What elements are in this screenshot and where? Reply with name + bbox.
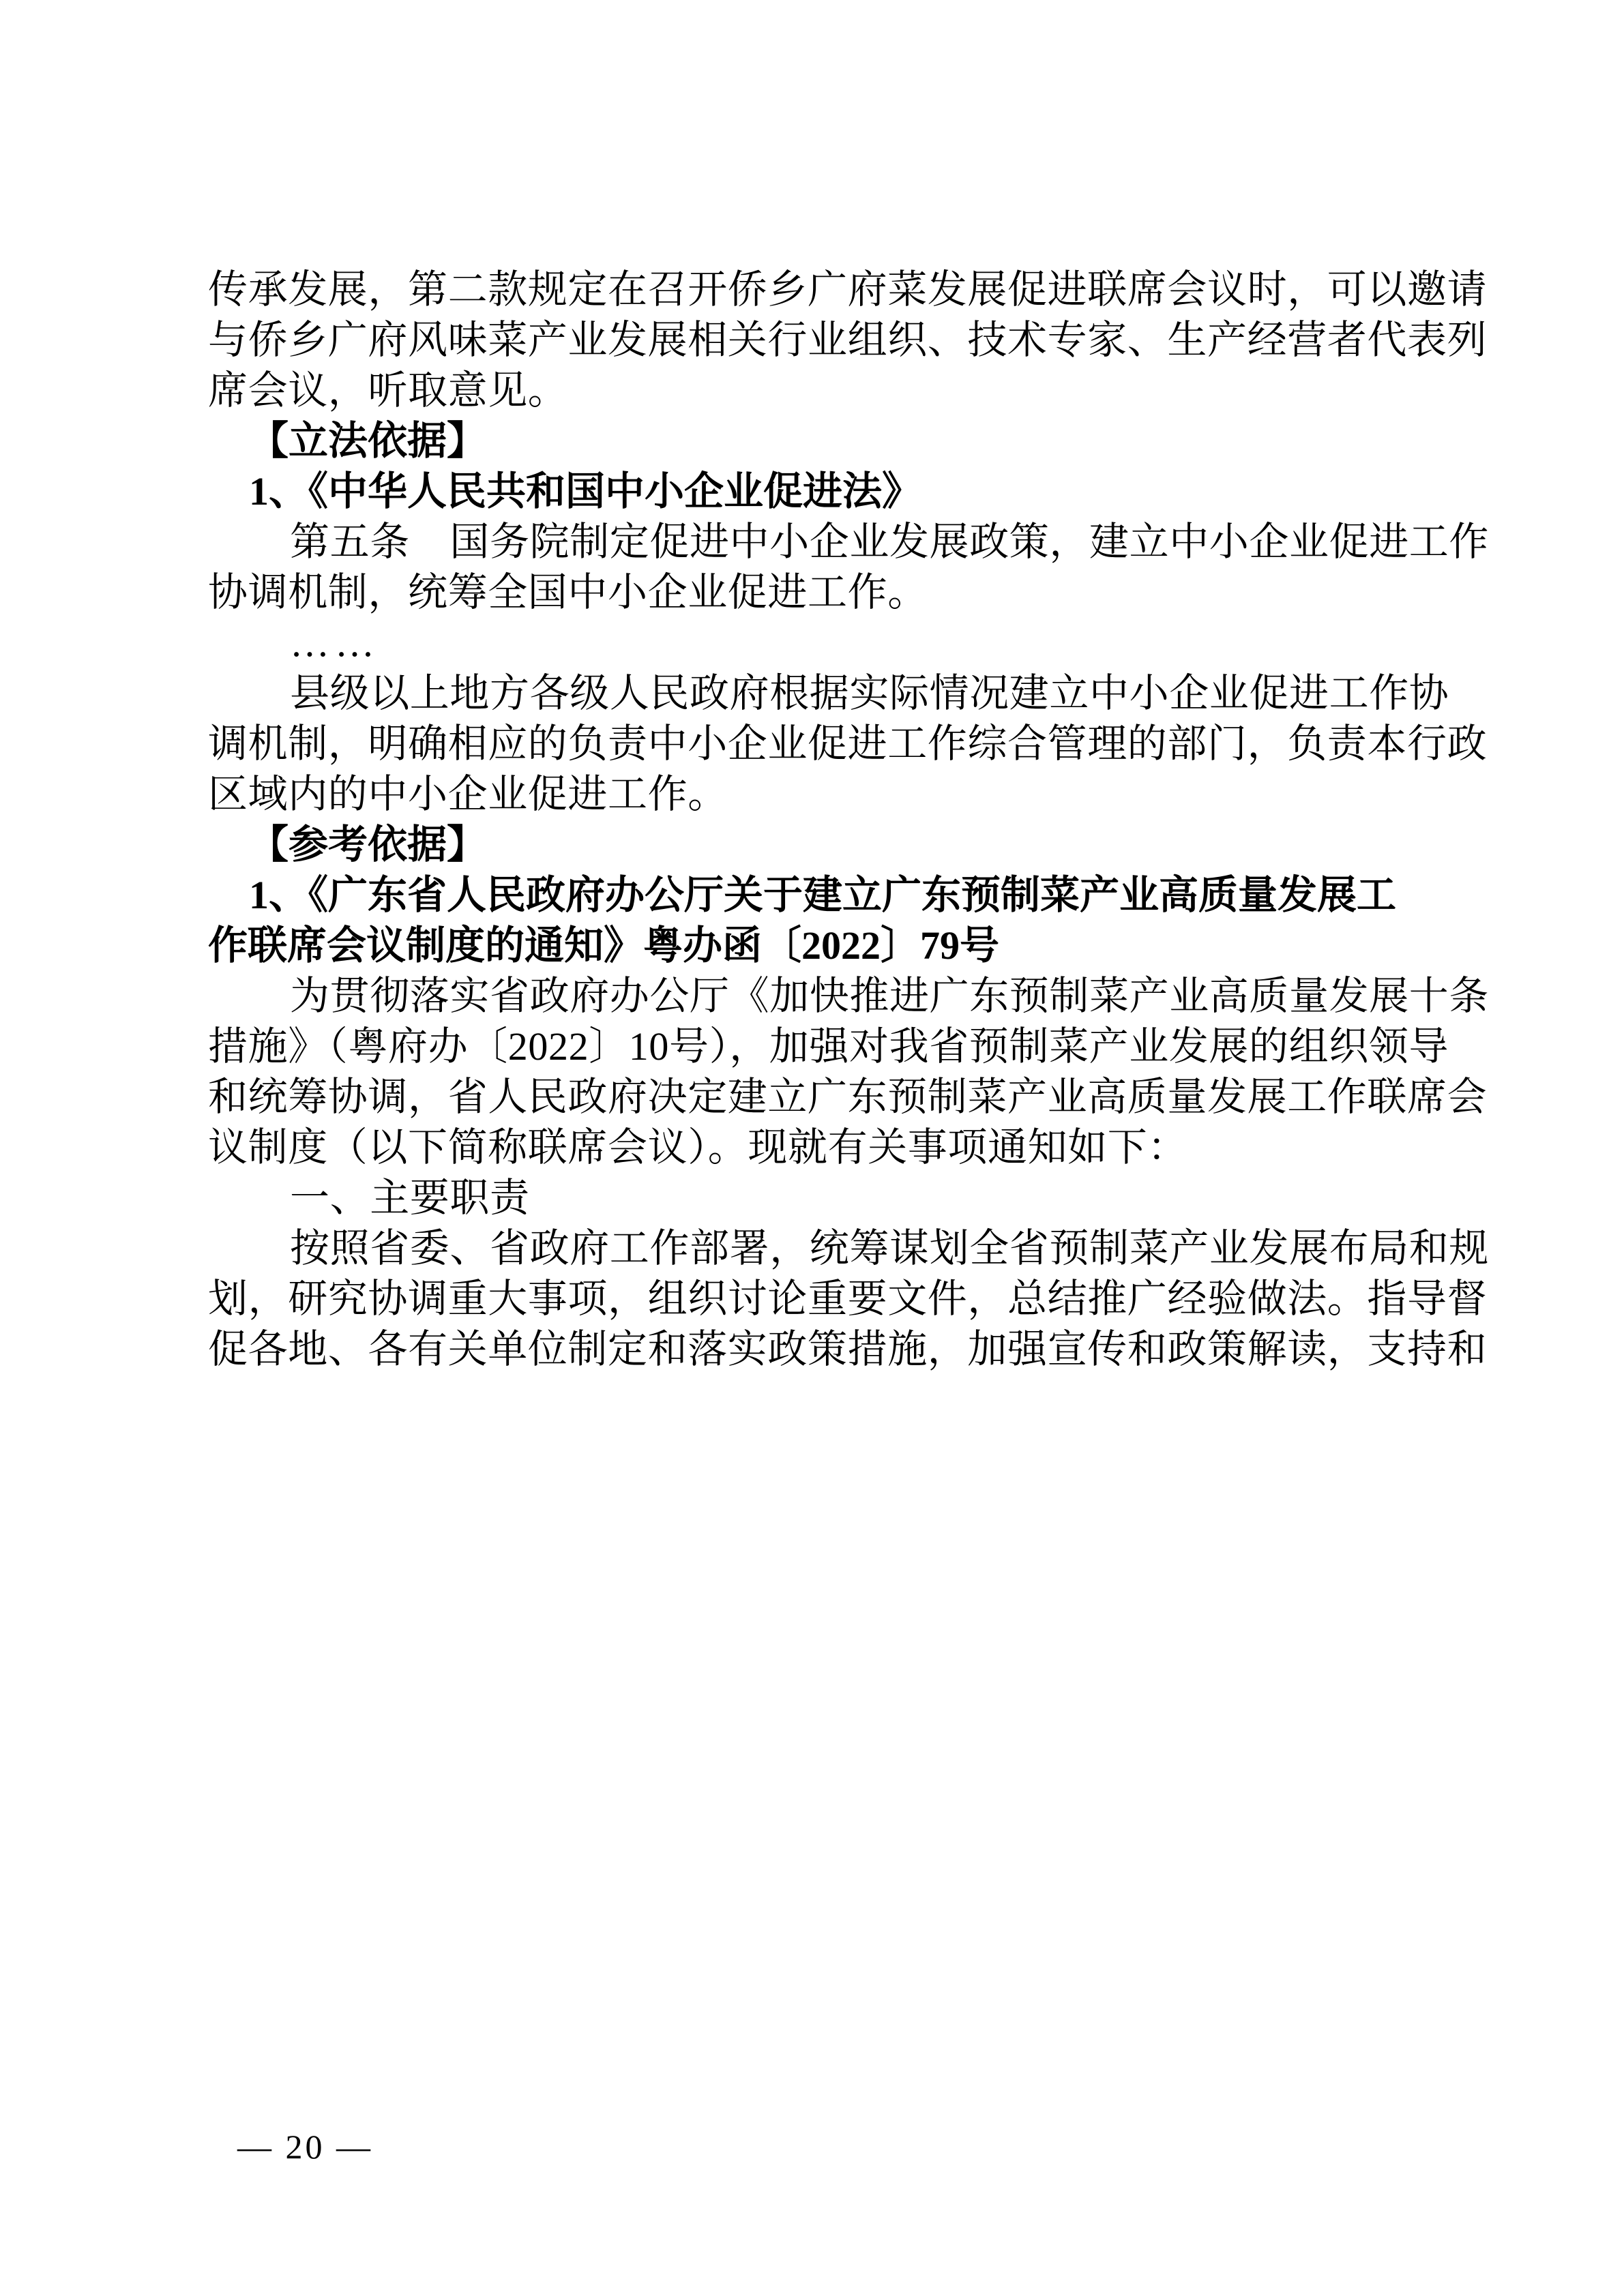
heading-text: 【参考依据】: [249, 822, 487, 867]
text-line: 和统筹协调，省人民政府决定建立广东预制菜产业高质量发展工作联席会: [208, 1075, 1488, 1119]
heading-text: 【立法依据】: [249, 419, 487, 463]
text-line: 措施》（粤府办〔2022〕10号），加强对我省预制菜产业发展的组织领导: [208, 1024, 1449, 1069]
paragraph-duties-body: [208, 1223, 1490, 1375]
paragraph-notice-body: [208, 971, 1490, 1173]
text-line: 传承发展，第二款规定在召开侨乡广府菜发展促进联席会议时，可以邀请: [208, 267, 1488, 312]
text-line: 议制度（以下简称联席会议）。现就有关事项通知如下：: [208, 1125, 1188, 1169]
text-line: 为贯彻落实省政府办公厅《加快推进广东预制菜产业高质量发展十条: [290, 974, 1490, 1018]
text-line: 区域内的中小企业促进工作。: [208, 772, 728, 816]
subheading-main-duties: [208, 1173, 1421, 1223]
page-body: [208, 265, 1490, 1375]
text-line: 县级以上地方各级人民政府根据实际情况建立中小企业促进工作协: [290, 671, 1449, 715]
subsection-heading-sme-law: [208, 466, 1421, 517]
text-line: 与侨乡广府风味菜产业发展相关行业组织、技术专家、生产经营者代表列: [208, 318, 1488, 362]
subsection-heading-guangdong-notice: [208, 870, 1421, 971]
heading-text: 作联席会议制度的通知》粤办函〔2022〕79号: [208, 923, 1000, 968]
page-footer: [0, 2126, 1624, 2167]
text-line: 席会议，听取意见。: [208, 368, 568, 413]
text-line: 划，研究协调重大事项，组织讨论重要文件，总结推广经验做法。指导督: [208, 1277, 1488, 1321]
paragraph-article-five: [208, 517, 1490, 618]
section-heading-legislative-basis: [208, 416, 1421, 466]
page-number: — 20 —: [237, 2128, 373, 2166]
section-heading-reference-basis: [208, 820, 1421, 870]
text-line: 按照省委、省政府工作部署，统筹谋划全省预制菜产业发展布局和规: [290, 1226, 1490, 1270]
paragraph-county-level: [208, 668, 1488, 820]
text-line: 第五条 国务院制定促进中小企业发展政策，建立中小企业促进工作: [290, 520, 1490, 564]
heading-text: 1、《广东省人民政府办公厅关于建立广东预制菜产业高质量发展工: [249, 873, 1397, 917]
text-line: 一、主要职责: [290, 1176, 530, 1220]
text-line: 调机制，明确相应的负责中小企业促进工作综合管理的部门，负责本行政: [208, 721, 1488, 766]
text-line: 促各地、各有关单位制定和落实政策措施，加强宣传和政策解读，支持和: [208, 1327, 1488, 1371]
paragraph-continuation: [208, 265, 1488, 416]
ellipsis-text: ……: [290, 621, 380, 665]
heading-text: 1、《中华人民共和国中小企业促进法》: [249, 469, 922, 513]
text-line: 协调机制，统筹全国中小企业促进工作。: [208, 570, 928, 614]
paragraph-ellipsis: [208, 618, 1421, 668]
